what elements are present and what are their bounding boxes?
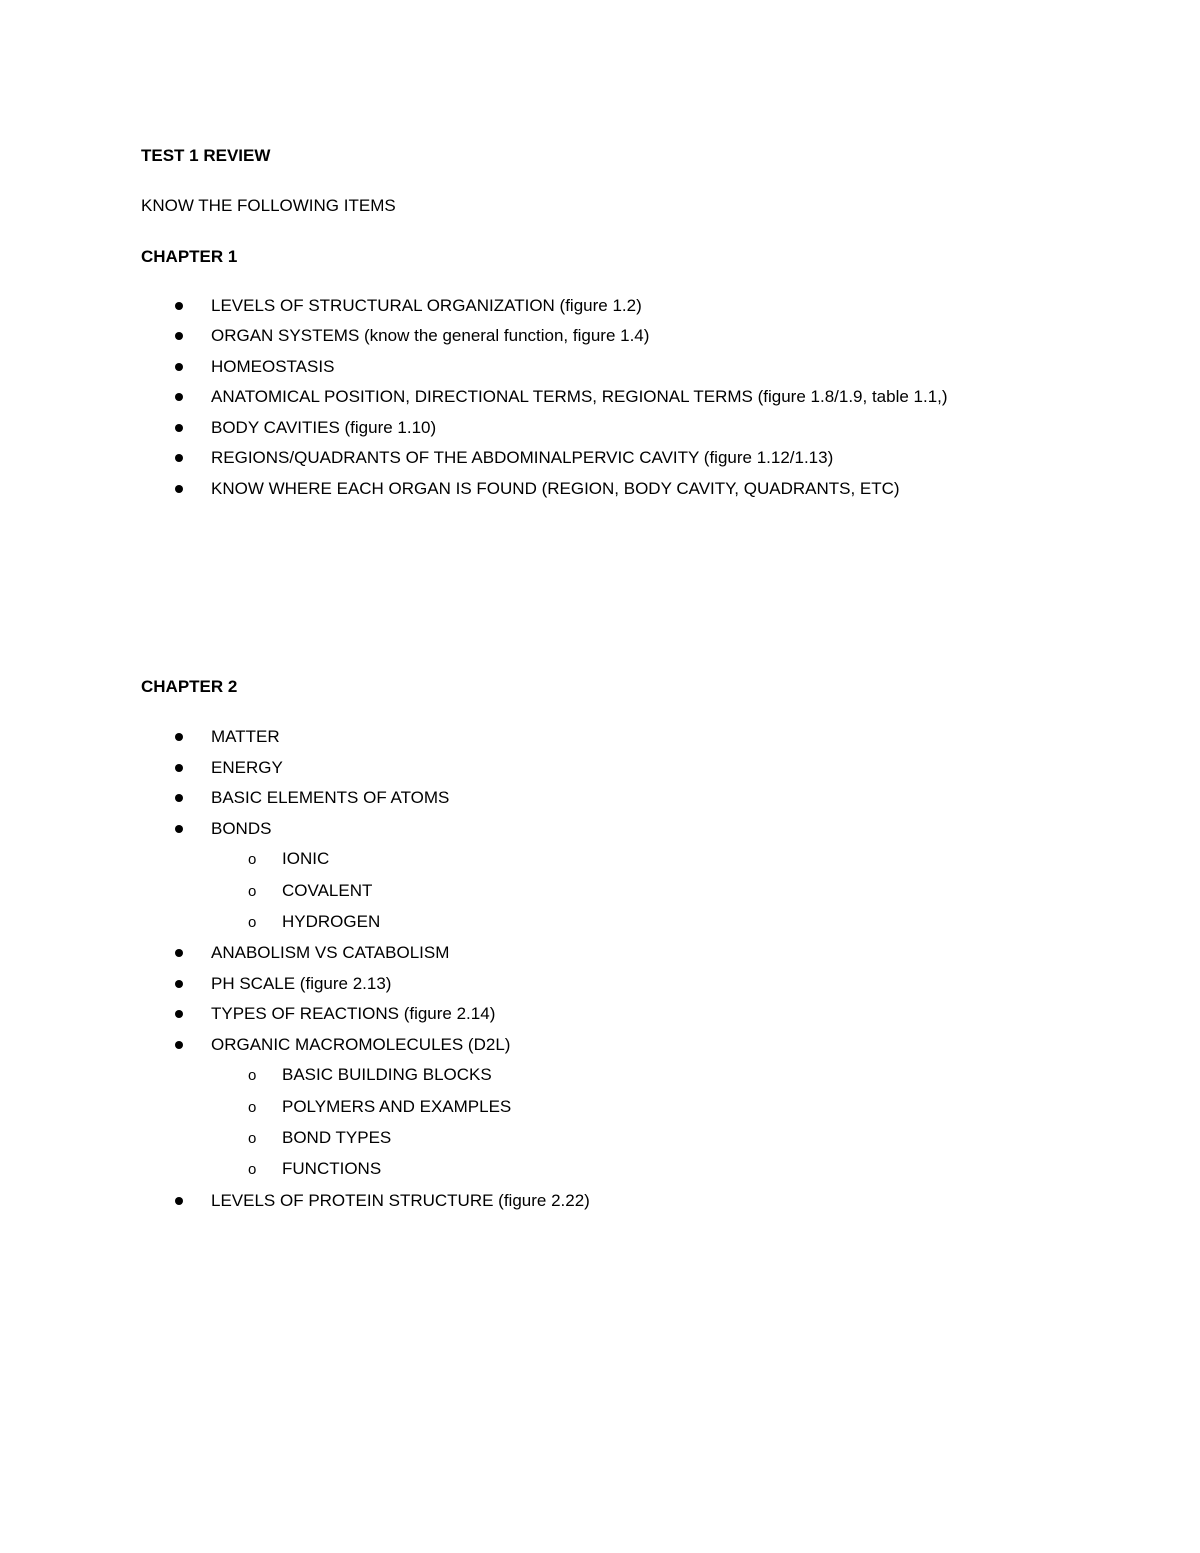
sub-list-item: POLYMERS AND EXAMPLES	[282, 1097, 512, 1116]
sub-bullet-icon: o	[248, 1067, 257, 1084]
bullet-icon	[175, 393, 183, 401]
list-item: LEVELS OF PROTEIN STRUCTURE (figure 2.22)	[211, 1191, 590, 1210]
sub-bullet-icon: o	[248, 1099, 257, 1116]
list-item: PH SCALE (figure 2.13)	[211, 974, 392, 993]
list-item: ORGANIC MACROMOLECULES (D2L)	[211, 1035, 511, 1054]
bullet-icon	[175, 332, 183, 340]
bullet-icon	[175, 1041, 183, 1049]
bullet-icon	[175, 485, 183, 493]
list-item: ORGAN SYSTEMS (know the general function, figure 1.4)	[211, 326, 650, 345]
sub-list-item: COVALENT	[282, 881, 373, 900]
chapter-2-heading: CHAPTER 2	[141, 677, 238, 696]
bullet-icon	[175, 764, 183, 772]
bullet-icon	[175, 363, 183, 371]
bullet-icon	[175, 1197, 183, 1205]
bullet-icon	[175, 302, 183, 310]
bullet-icon	[175, 949, 183, 957]
bullet-icon	[175, 1010, 183, 1018]
sub-list-item: FUNCTIONS	[282, 1159, 382, 1178]
list-item: HOMEOSTASIS	[211, 357, 335, 376]
list-item: ENERGY	[211, 758, 283, 777]
sub-bullet-icon: o	[248, 1161, 257, 1178]
sub-bullet-icon: o	[248, 1130, 257, 1147]
sub-list-item: IONIC	[282, 849, 330, 868]
bullet-icon	[175, 825, 183, 833]
list-item: MATTER	[211, 727, 280, 746]
chapter-1-heading: CHAPTER 1	[141, 247, 238, 266]
list-item: TYPES OF REACTIONS (figure 2.14)	[211, 1004, 496, 1023]
list-item: REGIONS/QUADRANTS OF THE ABDOMINALPERVIC CAVITY (figure 1.12/1.13)	[211, 448, 834, 467]
sub-list-item: BASIC BUILDING BLOCKS	[282, 1065, 492, 1084]
list-item: LEVELS OF STRUCTURAL ORGANIZATION (figure 1.2)	[211, 296, 642, 315]
bullet-icon	[175, 454, 183, 462]
sub-list-item: HYDROGEN	[282, 912, 381, 931]
list-item: BASIC ELEMENTS OF ATOMS	[211, 788, 450, 807]
list-item: ANATOMICAL POSITION, DIRECTIONAL TERMS, REGIONAL TERMS (figure 1.8/1.9, table 1.1,)	[211, 387, 948, 406]
sub-bullet-icon: o	[248, 914, 257, 931]
list-item: KNOW WHERE EACH ORGAN IS FOUND (REGION, BODY CAVITY, QUADRANTS, ETC)	[211, 479, 900, 498]
sub-list-item: BOND TYPES	[282, 1128, 392, 1147]
document-subtitle: KNOW THE FOLLOWING ITEMS	[141, 196, 396, 215]
list-item: BONDS	[211, 819, 272, 838]
bullet-icon	[175, 424, 183, 432]
bullet-icon	[175, 733, 183, 741]
bullet-icon	[175, 794, 183, 802]
sub-bullet-icon: o	[248, 883, 257, 900]
list-item: BODY CAVITIES (figure 1.10)	[211, 418, 437, 437]
bullet-icon	[175, 980, 183, 988]
list-item: ANABOLISM VS CATABOLISM	[211, 943, 450, 962]
sub-bullet-icon: o	[248, 851, 257, 868]
document-title: TEST 1 REVIEW	[141, 146, 271, 165]
